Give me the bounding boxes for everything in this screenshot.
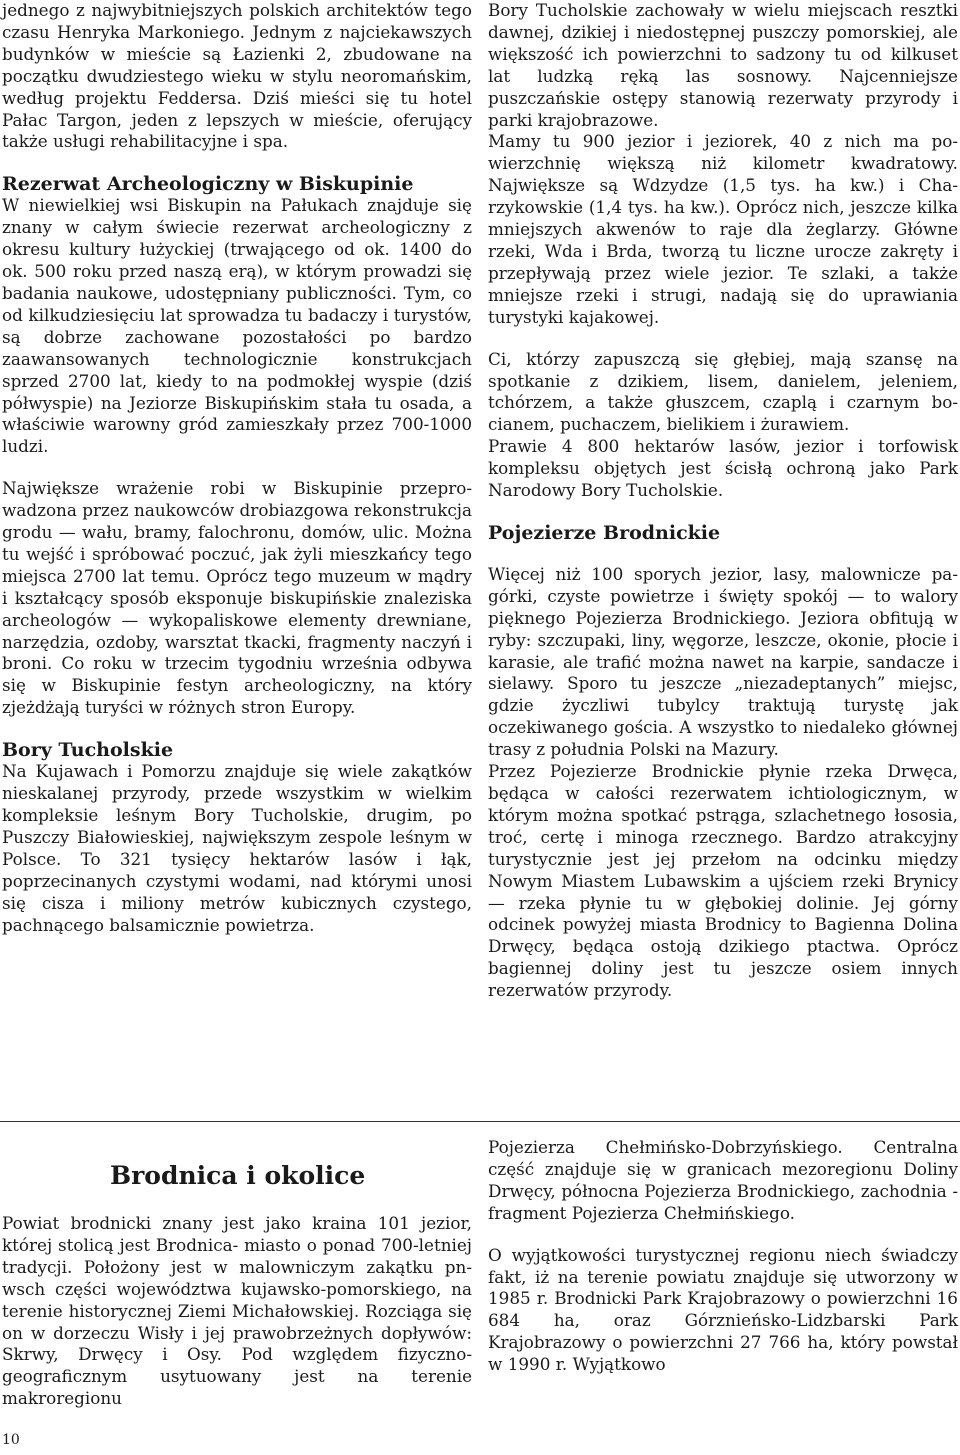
paragraph-bory-zwierzeta: Ci, którzy zapuszczą się głębiej, mają szansę na spotkanie z dzikiem, lisem, danielem, jeleniem, tchórzem, a także głuszcem, czaplą i czarnym bocianem, puchaczem, bielikiem i żurawiem. <box>488 348 958 435</box>
top-left-column <box>2 0 472 936</box>
paragraph-biskupin-intro: W niewielkiej wsi Biskupin na Pałukach znajduje się znany w całym świecie rezerwat archeologiczny z okresu kultury łużyckiej (trwającego od ok. 1400 do ok. 500 roku przed naszą erą), w którym prowadzi się badania naukowe, udostępniany publiczności. Tym, co od kilkudziesięciu lat sprowadza tu badaczy i turystów, są dobrze zachowane pozostałości po bardzo zaawansowanych technologicznie konstrukcjach sprzed 2700 lat, kiedy to na podmokłej wyspie (dziś półwyspie) na Jeziorze Biskupińskim stała tu osada, a właściwie warowny gród zamieszkały przez 700-1000 ludzi. <box>2 195 472 457</box>
paragraph-park-narodowy: Prawie 4 800 hektarów lasów, jezior i torfowisk kompleksu objętych jest ścisłą ochroną jako Park Narodowy Bory Tucholskie. <box>488 436 958 501</box>
paragraph-drweca: Przez Pojezierze Brodnickie płynie rzeka Drwęca, będąca w całości rezerwatem ichtiologicznym, w którym można spotkać pstrąga, szlachetnego łososia, troć, certę i minoga rzecznego. Bardzo atrakcyjny turystycznie jest jej przełom na odcinku między Nowym Miastem Lubawskim a ujściem rzeki Brynicy — rzeka płynie tu w głębokiej dolinie. Jej górny odcinek powyżej miasta Brodnicy to Bagienna Dolina Drwęcy, będąca ostoją dzikiego ptactwa. Oprócz bagiennej doliny jest tu jeszcze osiem innych rezerwatów przyrody. <box>488 761 958 1001</box>
bottom-left-column <box>2 1137 472 1410</box>
section-title-brodnica: Brodnica i okolice <box>110 1161 366 1190</box>
page-number: 10 <box>2 1432 20 1448</box>
paragraph-brodnickie-walory: Więcej niż 100 sporych jezior, lasy, malownicze pagórki, czyste powietrze i święty spokój — to walory pięknego Pojezierza Brodnickiego. Jeziora obfitują w ryby: szczupaki, liny, węgorze, leszcze, okonie, płocie i karasie, ale trafić można nawet na karpie, sandacze i sielawy. Sporo tu jeszcze „niezadeptanych” miejsc, gdzie życzliwi tubylcy traktują turystę jak oczekiwanego gościa. A wszystko to niedaleko głównej trasy z południa Polski na Mazury. <box>488 563 958 760</box>
paragraph-bory-jeziora: Mamy tu 900 jezior i jeziorek, 40 z nich ma powierzchnię większą niż kilometr kwadratowy. Największe są Wdzydze (1,5 tys. ha kw.) i Charzykowskie (1,4 tys. ha kw.). Oprócz nich, jeszcze kilka mniejszych akwenów to raje dla żeglarzy. Główne rzeki, Wda i Brda, tworzą tu liczne urocze zakręty i przepływają przez wiele jezior. Te szlaki, a także mniejsze rzeki i strugi, nadają się do uprawiania turystyki kajakowej. <box>488 131 958 327</box>
paragraph-palac-targon: jednego z najwybitniejszych polskich architektów tego czasu Henryka Markoniego. Jednym z najciekawszych budynków w mieście są Łazienki 2, zbudowane na początku dwudziestego wieku w stylu neoromańskim, według projektu Feddersa. Dziś mieści się tu hotel Pałac Targon, jeden z lepszych w mieście, oferujący także usługi rehabilitacyjne i spa. <box>2 0 472 152</box>
paragraph-powiat-brodnicki: Powiat brodnicki znany jest jako kraina 101 jezior, której stolicą jest Brodnica- miasto o ponad 700-letniej tradycji. Położony jest w malowniczym zakątku pn-wsch części województwa kujawsko-pomorskiego, na terenie historycznej Ziemi Michałowskiej. Rozciąga się on w dorzeczu Wisły i jej prawobrzeżnych dopływów: Skrwy, Drwęcy i Osy. Pod względem fizyczno-geograficznym usytuowany jest na terenie makroregionu <box>2 1213 472 1409</box>
heading-bory-tucholskie: Bory Tucholskie <box>2 739 174 762</box>
heading-pojezierze-brodnickie: Pojezierze Brodnickie <box>488 521 721 544</box>
top-right-column <box>488 0 958 1002</box>
heading-rezerwat-biskupin: Rezerwat Archeologiczny w Biskupinie <box>2 173 414 196</box>
paragraph-biskupin-rekonstrukcja: Największe wrażenie robi w Biskupinie przeprowadzona przez naukowców drobiazgowa rekonstrukcja grodu — wału, bramy, falochronu, domów, ulic. Można tu wejść i spróbować poczuć, jak żyli mieszkańcy tego miejsca 2700 lat temu. Oprócz tego muzeum w mądry i kształcący sposób eksponuje biskupińskie znaleziska archeologów — wykopaliskowe elementy drewniane, narzędzia, ozdoby, warsztat tkacki, fragmenty naczyń i broni. Co roku w trzecim tygodniu września odbywa się w Biskupinie festyn archeologiczny, na który zjeżdżają turyści w różnych stron Europy. <box>2 478 472 718</box>
paragraph-bory-intro: Na Kujawach i Pomorzu znajduje się wiele zakątków nieskalanej przyrody, przede wszystkim w wielkim kompleksie leśnym Bory Tucholskie, drugim, po Puszczy Białowieskiej, największym zespole leśnym w Polsce. To 321 tysięcy hektarów lasów i łąk, poprzecinanych czystymi wodami, nad którymi unosi się cisza i miliony metrów kubicznych czystego, pachnącego balsamicznie powietrza. <box>2 761 472 935</box>
paragraph-parki-krajobrazowe: O wyjątkowości turystycznej regionu niech świadczy fakt, iż na terenie powiatu znajduje się utworzony w 1985 r. Brodnicki Park Krajobrazowy o powierzchni 16 684 ha, oraz Górznieńsko-Lidzbarski Park Krajobrazowy o powierzchni 27 766 ha, który powstał w 1990 r. Wyjątkowo <box>488 1244 958 1375</box>
bottom-right-column <box>488 1137 958 1376</box>
paragraph-pojezierze-chelminsko: Pojezierza Chełmińsko-Dobrzyńskiego. Centralna część znajduje się w granicach mezoregionu Doliny Drwęcy, północna Pojezierza Brodnickiego, zachodnia - fragment Pojezierza Chełmińskiego. <box>488 1137 958 1223</box>
paragraph-bory-puszcza: Bory Tucholskie zachowały w wielu miejscach resztki dawnej, dzikiej i niedostępnej puszczy pomorskiej, ale większość ich powierzchni to sadzony tu od kilkuset lat ludzką ręką las sosnowy. Najcenniejsze puszczańskie ostępy stanowią rezerwaty przyrody i parki krajobrazowe. <box>488 0 958 130</box>
section-divider <box>0 1121 960 1122</box>
